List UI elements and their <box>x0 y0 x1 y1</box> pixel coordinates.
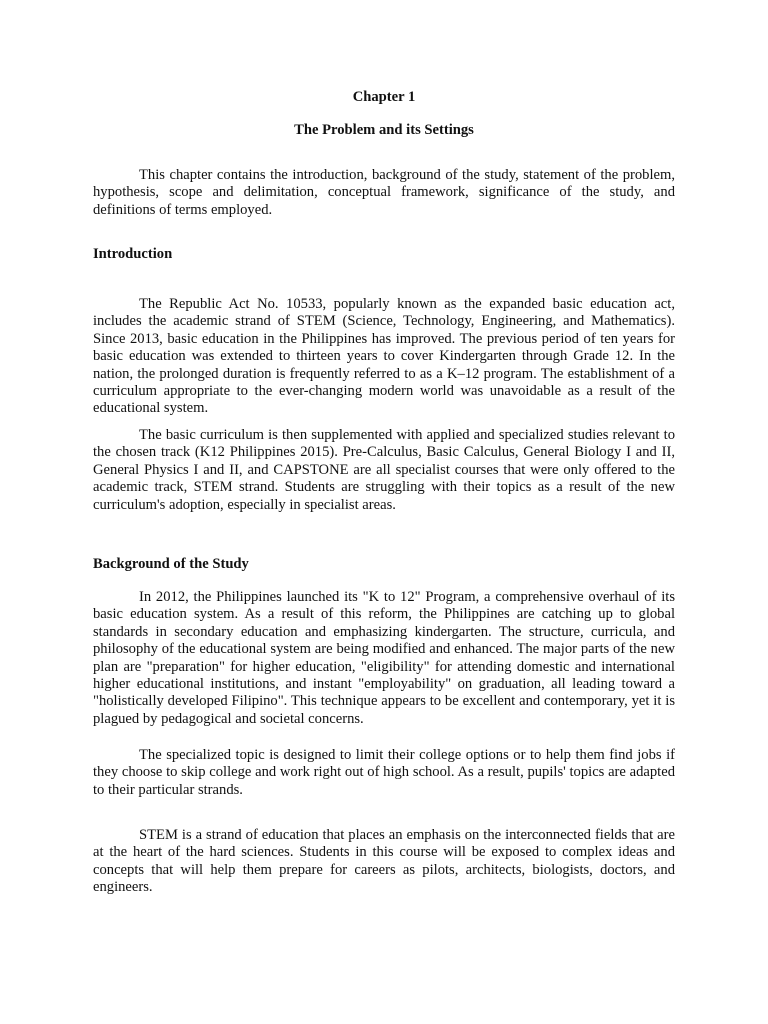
introduction-paragraph: The Republic Act No. 10533, popularly known as the expanded basic education act, includes the academic strand of STEM (Science, Technology, Engineering, and Mathematics). Since 2013, basic education in the Philippines has improved. The previous period of ten years for basic education was extended to thirteen years to cover Kindergarten through Grade 12. In the nation, the prolonged duration is frequently referred to as a K–12 program. The establishment of a curriculum appropriate to the ever-changing modern world was unavoidable as a result of the educational system. <box>93 296 675 417</box>
chapter-intro-paragraph: This chapter contains the introduction, background of the study, statement of the problem, hypothesis, scope and delimitation, conceptual framework, significance of the study, and definitions of terms employed. <box>93 167 675 218</box>
introduction-heading: Introduction <box>93 246 173 262</box>
background-paragraph: STEM is a strand of education that places an emphasis on the interconnected fields that are at the heart of the hard sciences. Students in this course will be exposed to complex ideas and concepts that will help them prepare for careers as pilots, architects, biologists, doctors, and engineers. <box>93 827 675 896</box>
background-heading: Background of the Study <box>93 556 249 572</box>
chapter-title: The Problem and its Settings <box>294 122 474 138</box>
background-paragraph: The specialized topic is designed to limit their college options or to help them find jobs if they choose to skip college and work right out of high school. As a result, pupils' topics are adapted to their particular strands. <box>93 747 675 798</box>
introduction-paragraph: The basic curriculum is then supplemented with applied and specialized studies relevant to the chosen track (K12 Philippines 2015). Pre-Calculus, Basic Calculus, General Biology I and II, General Physics I and II, and CAPSTONE are all specialist courses that were only offered to the academic track, STEM strand. Students are struggling with their topics as a result of the new curriculum's adoption, especially in specialist areas. <box>93 427 675 513</box>
background-paragraph: In 2012, the Philippines launched its "K to 12" Program, a comprehensive overhaul of its basic education system. As a result of this reform, the Philippines are catching up to global standards in secondary education and emphasizing kindergarten. The structure, curricula, and philosophy of the educational system are being modified and enhanced. The major parts of the new plan are "preparation" for higher education, "eligibility" for attending domestic and international higher educational institutions, and instant "employability" on graduation, all leading toward a "holistically developed Filipino". This technique appears to be excellent and contemporary, yet it is plagued by pedagogical and societal concerns. <box>93 589 675 727</box>
chapter-number: Chapter 1 <box>352 89 416 105</box>
